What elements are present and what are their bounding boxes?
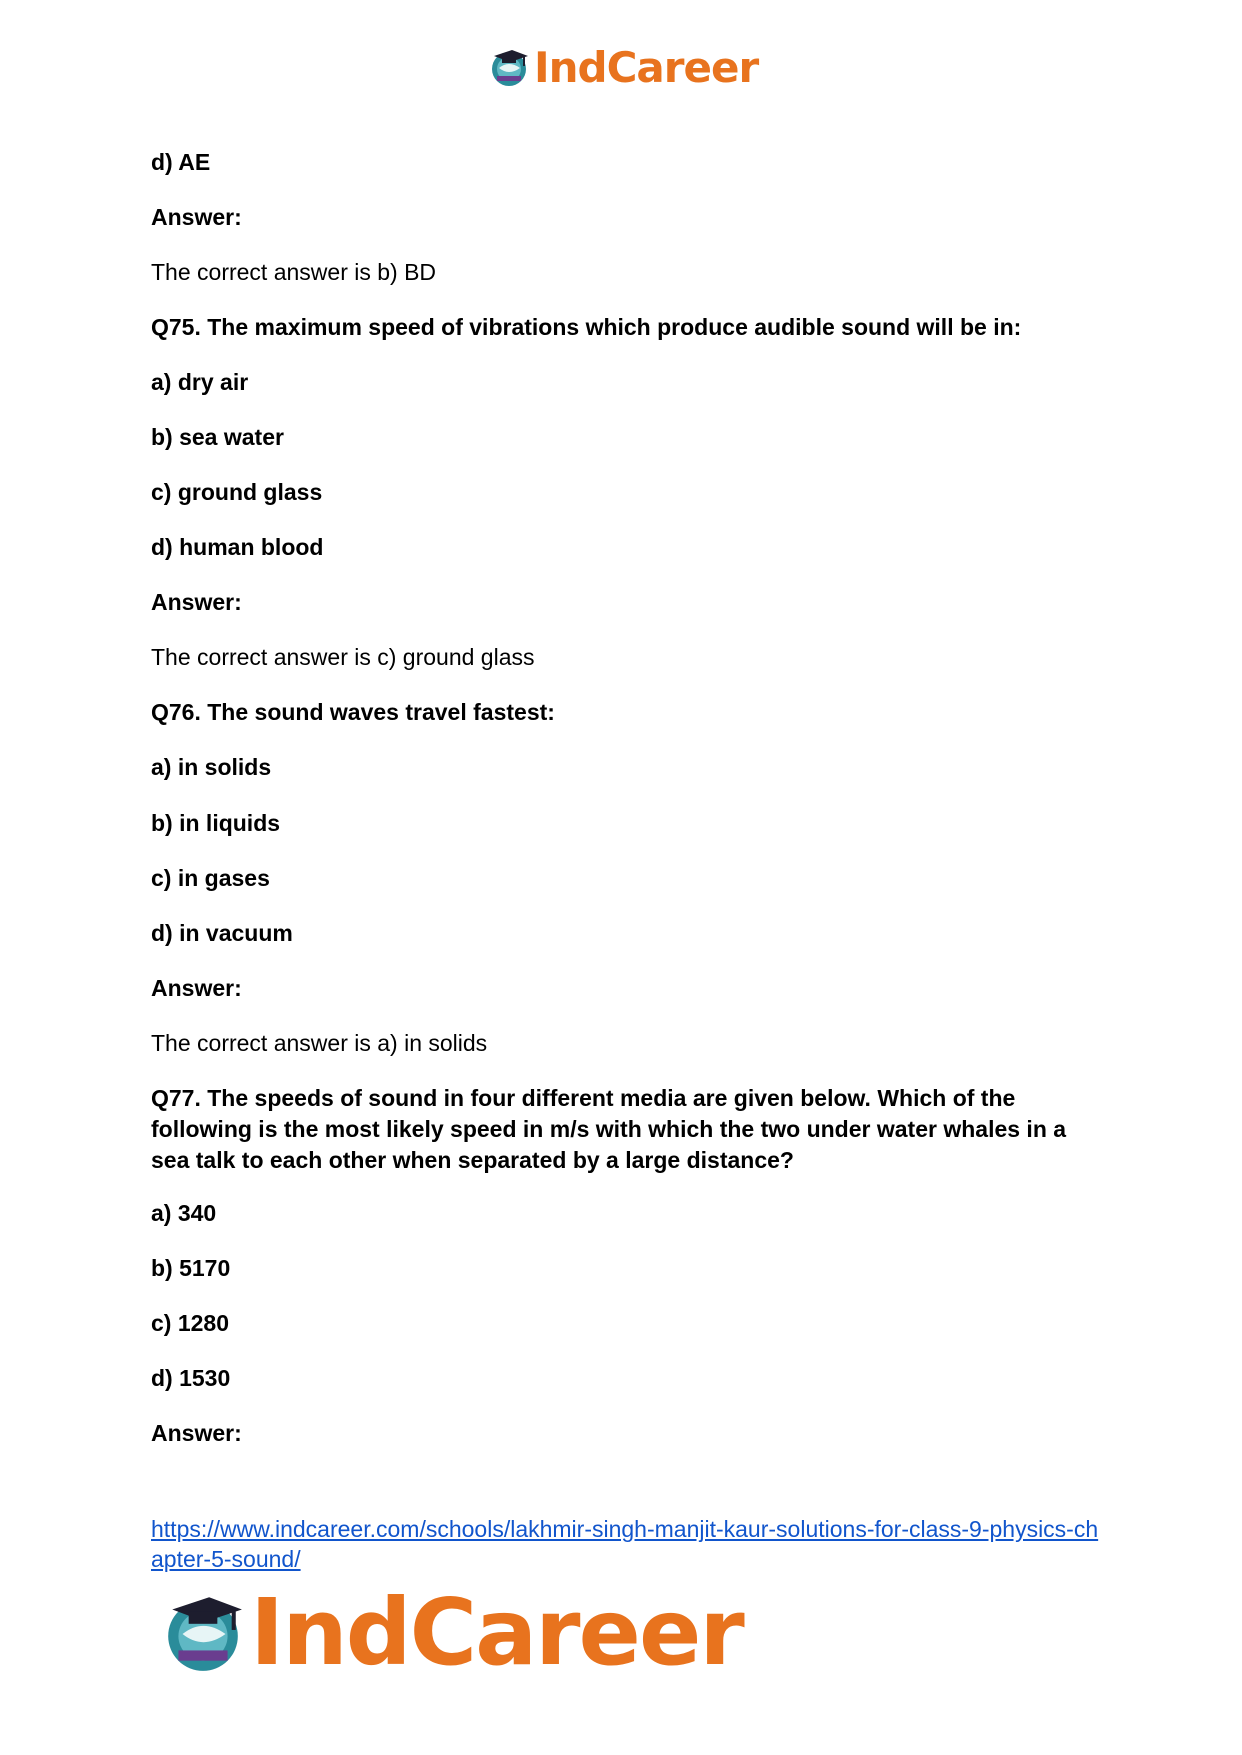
- header-logo-text: IndCareer: [534, 42, 759, 92]
- option-line: d) 1530: [151, 1365, 231, 1391]
- option-line: b) sea water: [151, 424, 284, 450]
- answer-label: Answer:: [151, 975, 242, 1001]
- graduation-globe-icon: [488, 46, 530, 88]
- answer-label: Answer:: [151, 1420, 242, 1446]
- answer-text: The correct answer is a) in solids: [151, 1030, 488, 1056]
- option-line: d) AE: [151, 149, 211, 175]
- option-line: c) ground glass: [151, 479, 323, 505]
- option-line: a) dry air: [151, 369, 249, 395]
- option-line: d) human blood: [151, 534, 324, 560]
- option-line: a) 340: [151, 1200, 217, 1226]
- option-line: b) in liquids: [151, 810, 281, 836]
- answer-label: Answer:: [151, 589, 242, 615]
- question-q77: Q77. The speeds of sound in four different media are given below. Which of the following is the most likely speed in m/s with which the two under water whales in a sea talk to each other when separated by a large distance?: [151, 1085, 1067, 1173]
- answer-label: Answer:: [151, 204, 242, 230]
- source-link[interactable]: https://www.indcareer.com/schools/lakhmir-singh-manjit-kaur-solutions-for-class-9-physics-chapter-5-sound/: [151, 1516, 1099, 1572]
- footer-logo-text: IndCareer: [250, 1578, 743, 1686]
- option-line: b) 5170: [151, 1255, 231, 1281]
- option-line: c) in gases: [151, 865, 270, 891]
- answer-text: The correct answer is b) BD: [151, 259, 437, 285]
- answer-text: The correct answer is c) ground glass: [151, 644, 535, 670]
- graduation-globe-icon: [160, 1589, 246, 1675]
- option-line: d) in vacuum: [151, 920, 293, 946]
- option-line: c) 1280: [151, 1310, 230, 1336]
- option-line: a) in solids: [151, 754, 272, 780]
- footer-logo: [160, 1578, 743, 1686]
- header-logo: [488, 42, 758, 92]
- question-q75: Q75. The maximum speed of vibrations which produce audible sound will be in:: [151, 314, 1022, 340]
- question-q76: Q76. The sound waves travel fastest:: [151, 699, 555, 725]
